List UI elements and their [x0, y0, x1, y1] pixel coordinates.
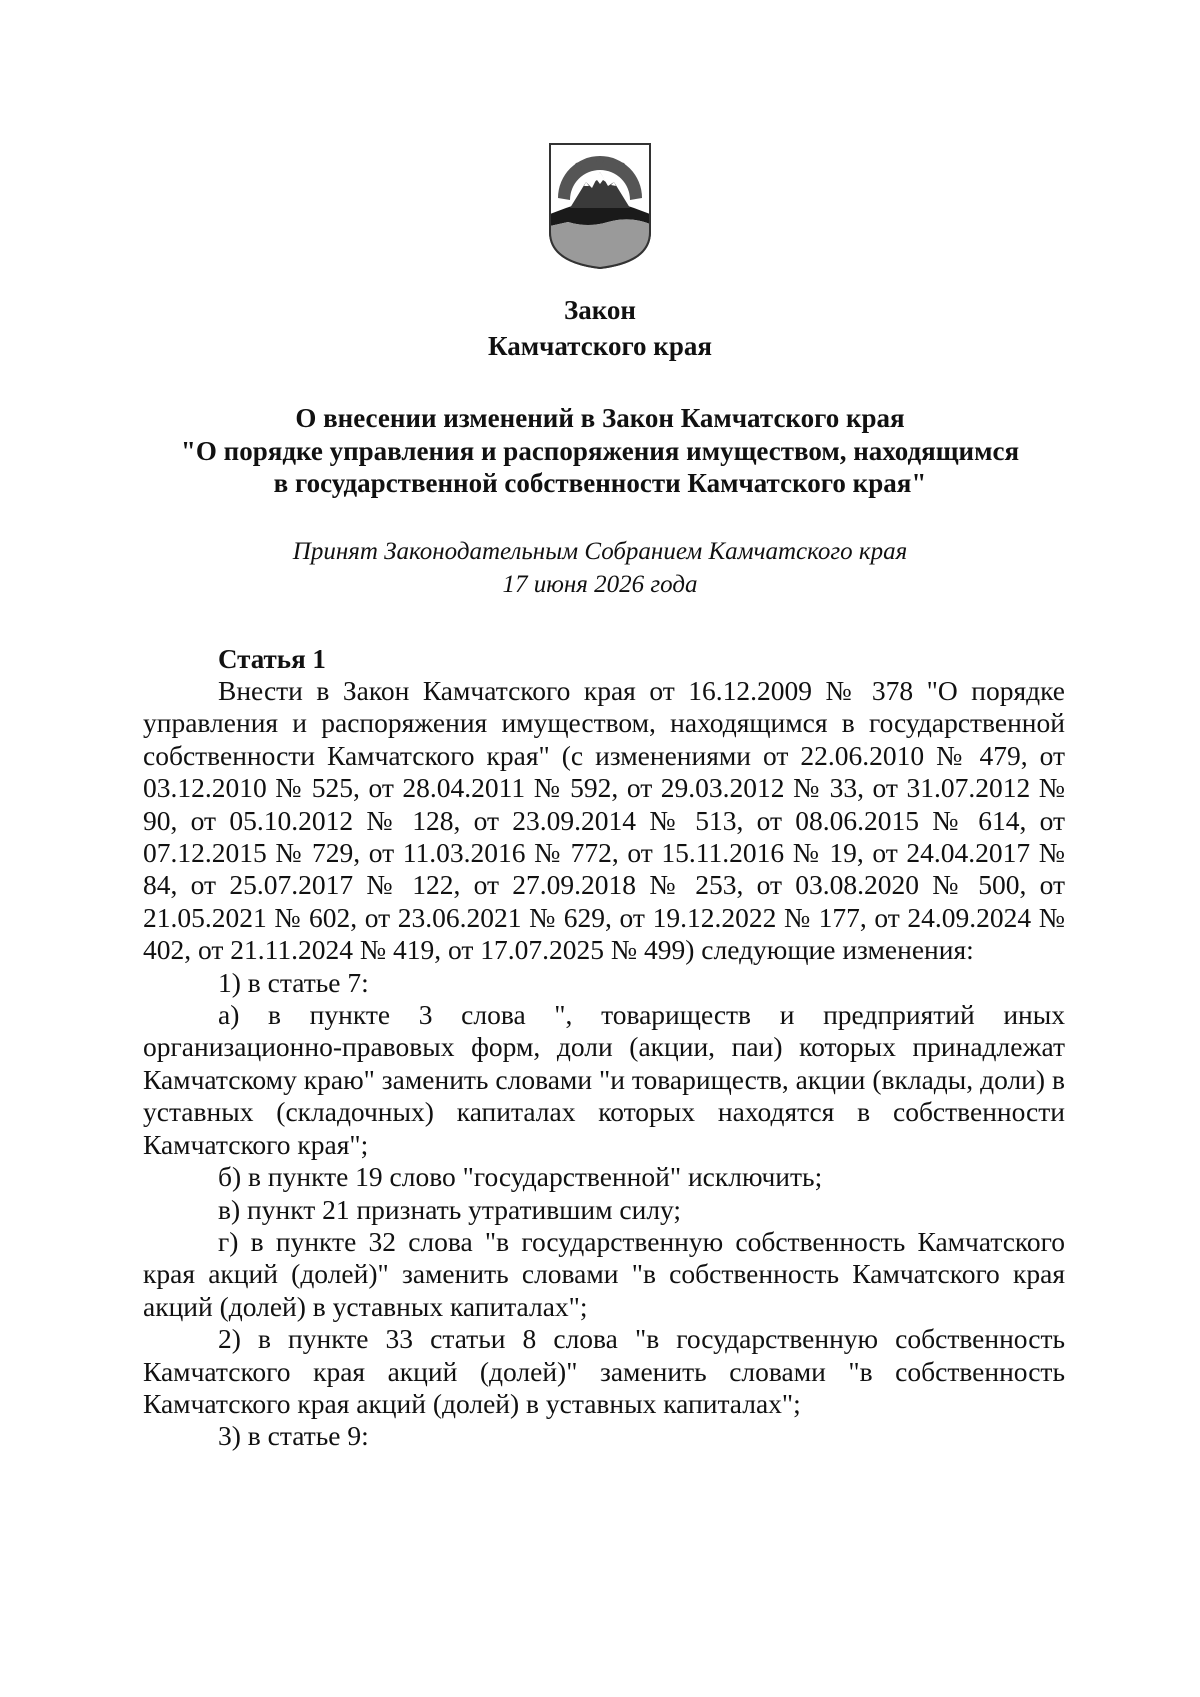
- article-paragraph: 3) в статье 9:: [218, 1420, 369, 1452]
- law-subject: [0, 402, 1200, 500]
- article-paragraph: 2) в пункте 33 статьи 8 слова "в государственную собственность Камчатского края акций (долей)" заменить словами "в собственность Камчатского края акций (долей) в уставных капиталах";: [143, 1323, 1065, 1419]
- kamchatka-coat-of-arms-icon: [548, 142, 652, 270]
- law-region: Камчатского края: [488, 331, 712, 361]
- adoption-body: Принят Законодательным Собранием Камчатского края: [292, 538, 908, 565]
- adoption-date: 17 июня 2026 года: [502, 571, 698, 598]
- article-body: [143, 675, 1065, 1453]
- article-paragraph: в) пункт 21 признать утратившим силу;: [218, 1193, 682, 1225]
- article-heading: Статья 1: [218, 644, 326, 674]
- article-paragraph: Внести в Закон Камчатского края от 16.12.2009 № 378 "О порядке управления и распоряжения имуществом, находящимся в государственной собственности Камчатского края" (с изменениями от 22.06.2010 № 479, от 03.12.2010 № 525, от 28.04.2011 № 592, от 29.03.2012 № 33, от 31.07.2012 № 90, от 05.10.2012 № 128, от 23.09.2014 № 513, от 08.06.2015 № 614, от 07.12.2015 № 729, от 11.03.2016 № 772, от 15.11.2016 № 19, от 24.04.2017 № 84, от 25.07.2017 № 122, от 27.09.2018 № 253, от 03.08.2020 № 500, от 21.05.2021 № 602, от 23.06.2021 № 629, от 19.12.2022 № 177, от 24.09.2024 № 402, от 21.11.2024 № 419, от 17.07.2025 № 499) следующие изменения:: [143, 675, 1065, 966]
- article-paragraph: г) в пункте 32 слова "в государственную собственность Камчатского края акций (долей)" заменить словами "в собственность Камчатского края акций (долей) в уставных капиталах";: [143, 1225, 1065, 1322]
- law-subject-line: О внесении изменений в Закон Камчатского края: [295, 403, 905, 433]
- article-paragraph: а) в пункте 3 слова ", товариществ и предприятий иных организационно-правовых форм, доли (акции, паи) которых принадлежат Камчатскому краю" заменить словами "и товариществ, акции (вклады, доли) в уставных (складочных) капиталах которых находятся в собственности Камчатского края";: [143, 999, 1065, 1160]
- article-paragraph: 1) в статье 7:: [218, 966, 369, 998]
- adoption-note: [0, 535, 1200, 601]
- law-title: Закон: [563, 295, 636, 325]
- article-paragraph: б) в пункте 19 слово "государственной" исключить;: [218, 1161, 823, 1193]
- law-subject-line: в государственной собственности Камчатского края": [273, 468, 927, 498]
- law-subject-line: "О порядке управления и распоряжения имуществом, находящимся: [180, 435, 1020, 466]
